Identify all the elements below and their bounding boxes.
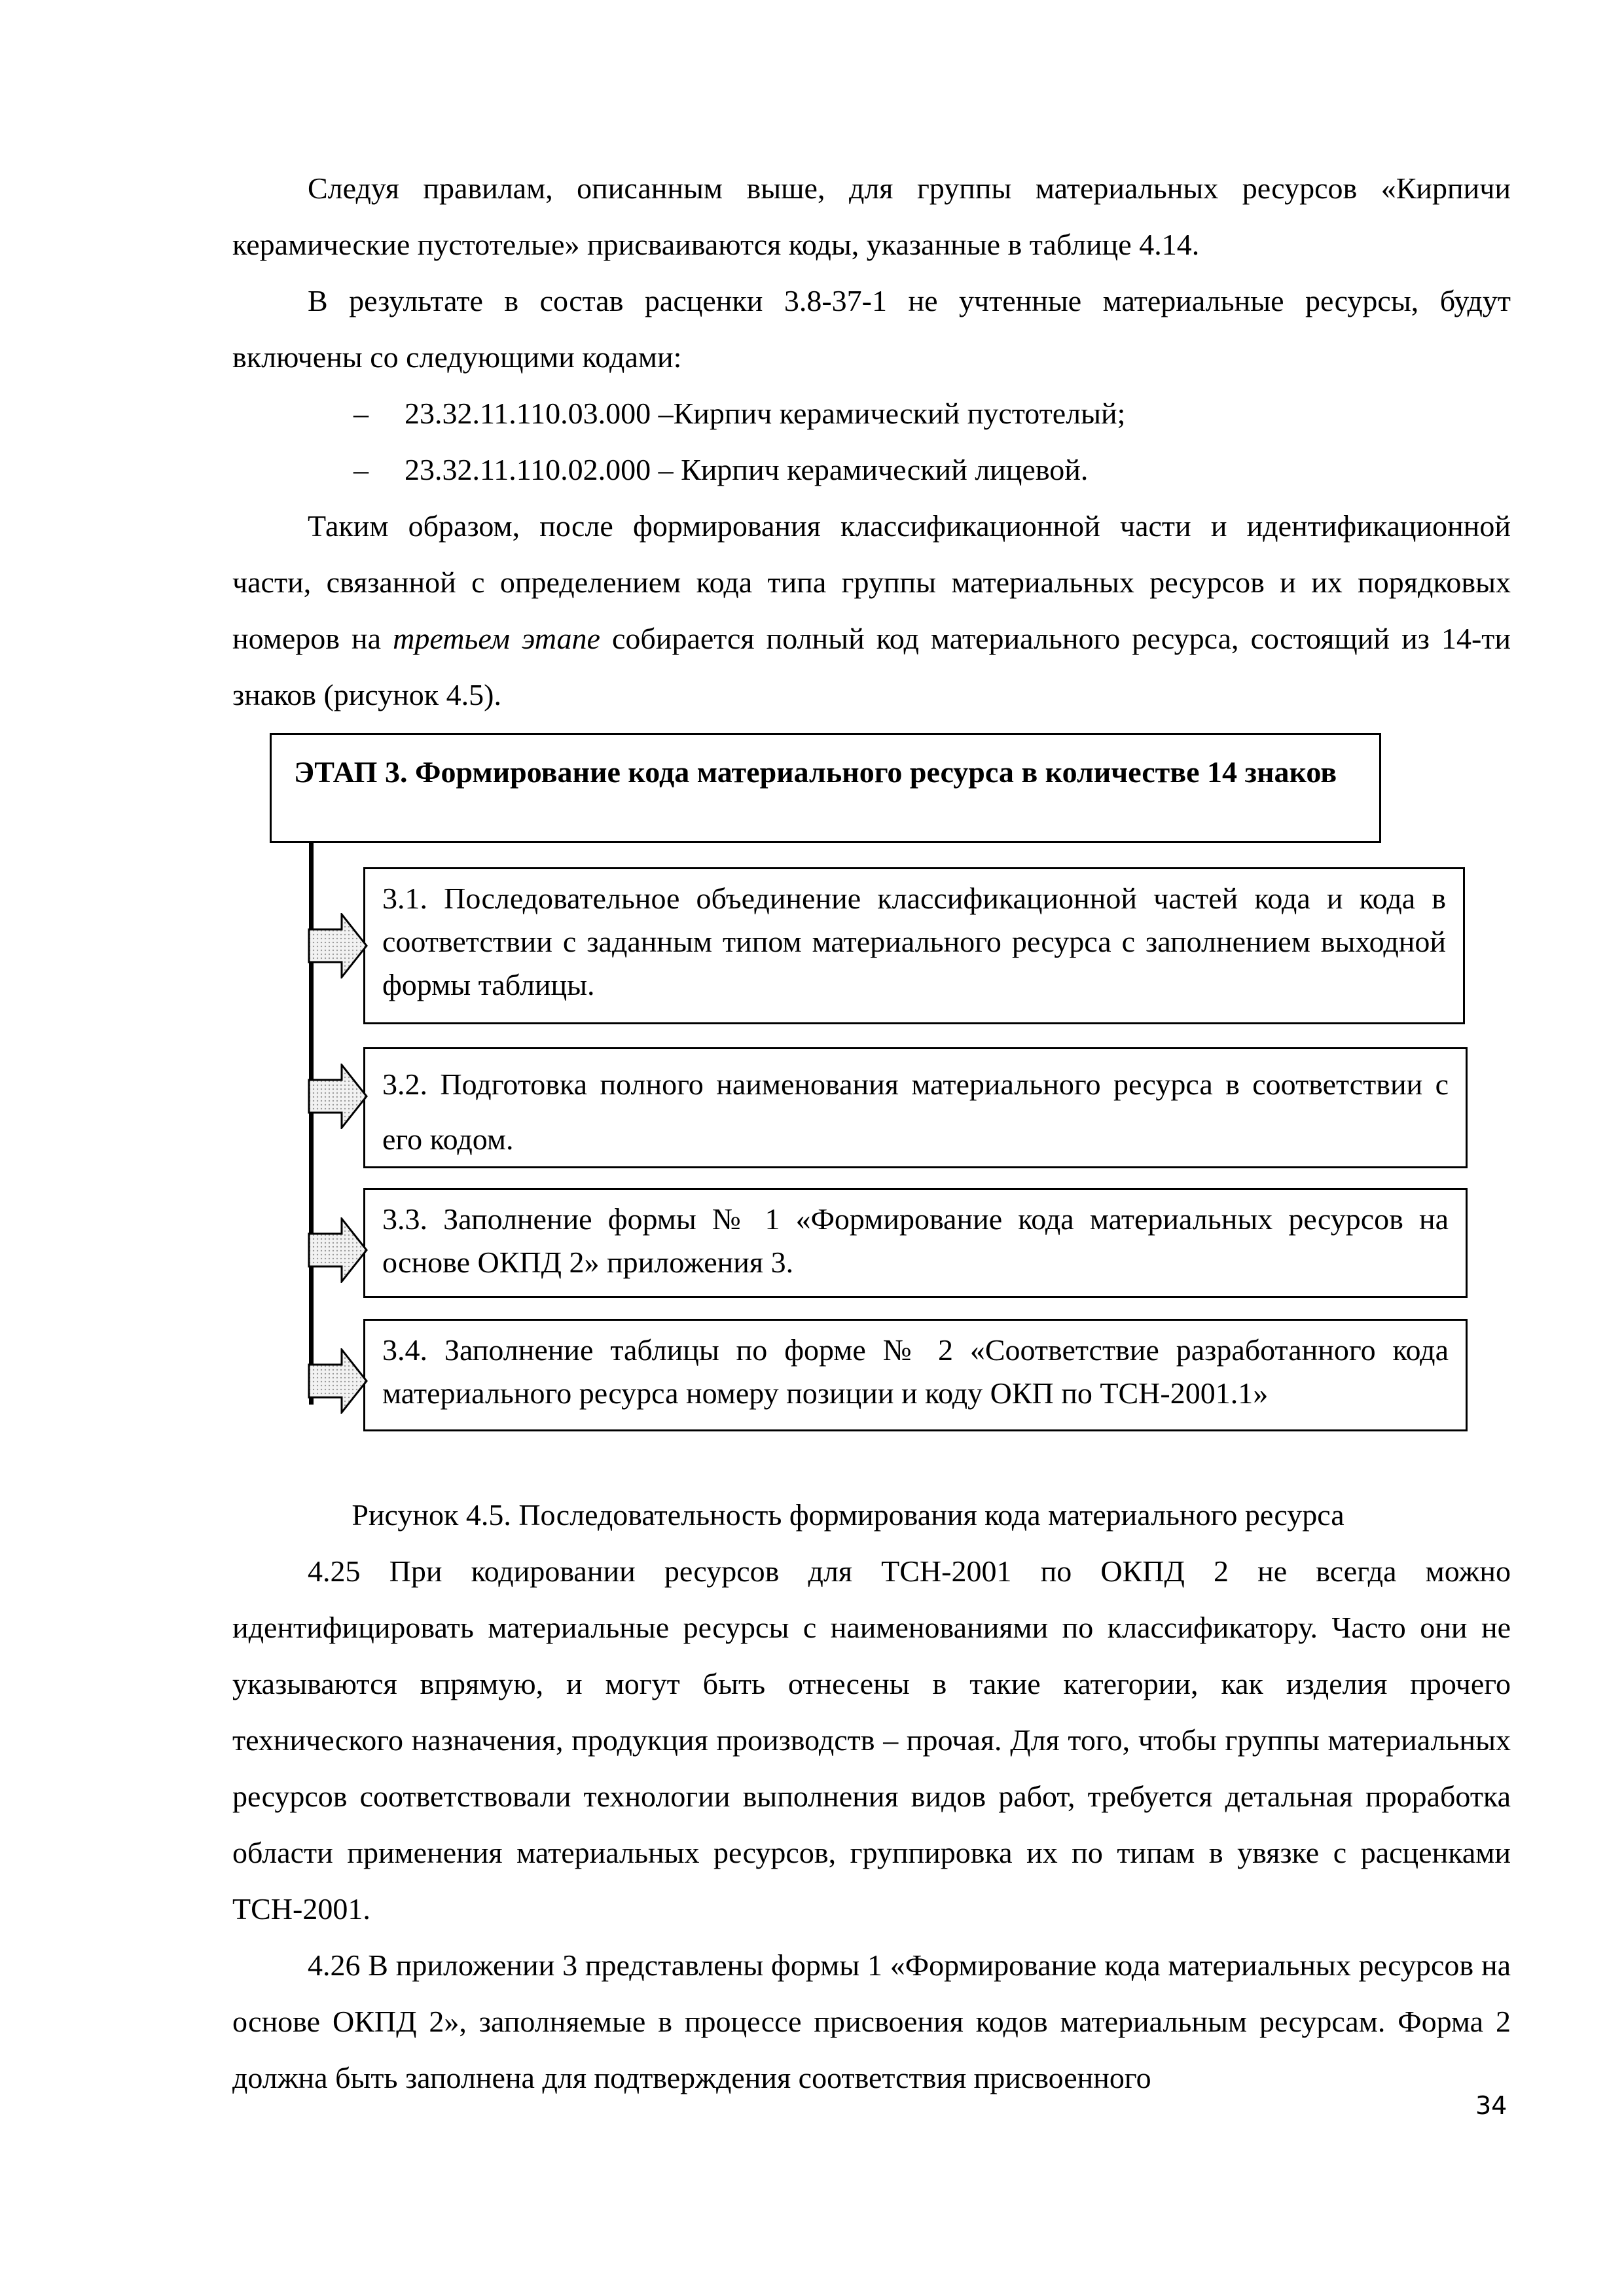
stage-title-box: ЭТАП 3. Формирование кода материального ресурса в количестве 14 знаков <box>270 733 1381 843</box>
step-box-3-2: 3.2. Подготовка полного наименования материального ресурса в соответствии с его кодом. <box>363 1047 1468 1168</box>
list-item-text: 23.32.11.110.02.000 – Кирпич керамический лицевой. <box>405 453 1089 486</box>
arrow-right-icon <box>308 1348 368 1414</box>
paragraph-third-stage <box>232 498 1511 723</box>
paragraph-text: собирается полный код материального ресурса, состоящий из 14-ти знаков (рисунок 4.5). <box>232 622 1511 711</box>
list-dash: – <box>353 453 369 486</box>
list-dash: – <box>353 397 369 430</box>
list-item <box>353 386 1125 442</box>
paragraph-4-25: 4.25 При кодировании ресурсов для ТСН-2001 по ОКПД 2 не всегда можно идентифицировать материальные ресурсы с наименованиями по классификатору. Часто они не указываются впрямую, и могут быть отнесены в такие категории, как изделия прочего технического назначения, продукция производств – прочая. Для того, чтобы группы материальных ресурсов соответствовали технологии выполнения видов работ, требуется детальная проработка области применения материальных ресурсов, группировка их по типам в увязке с расценками ТСН-2001. <box>232 1554 1511 1926</box>
arrow-right-icon <box>308 1217 368 1283</box>
page-number: 34 <box>1475 2091 1507 2120</box>
figure-caption: Рисунок 4.5. Последовательность формирования кода материального ресурса <box>352 1498 1344 1532</box>
step-box-3-3: 3.3. Заполнение формы № 1 «Формирование кода материальных ресурсов на основе ОКПД 2» приложения 3. <box>363 1188 1468 1298</box>
arrow-right-icon <box>308 1064 368 1129</box>
arrow-right-icon <box>308 913 368 978</box>
list-item <box>353 442 1088 498</box>
paragraph-text: Таким образом, после формирования классификационной части и идентификационной части, связанной с определением кода типа группы материальных ресурсов и их порядковых номеров на <box>232 509 1511 655</box>
emphasis-text: третьем этапе <box>393 622 600 655</box>
list-item-text: 23.32.11.110.03.000 –Кирпич керамический пустотелый; <box>405 397 1126 430</box>
paragraph-4-26: 4.26 В приложении 3 представлены формы 1 «Формирование кода материальных ресурсов на основе ОКПД 2», заполняемые в процессе присвоения кодов материальным ресурсам. Форма 2 должна быть заполнена для подтверждения соответствия присвоенного <box>232 1948 1511 2094</box>
paragraph-codes-intro: Следуя правилам, описанным выше, для группы материальных ресурсов «Кирпичи керамические пустотелые» присваиваются коды, указанные в таблице 4.14. <box>232 171 1511 261</box>
paragraph-result: В результате в состав расценки 3.8-37-1 не учтенные материальные ресурсы, будут включены со следующими кодами: <box>232 284 1511 374</box>
step-box-3-4: 3.4. Заполнение таблицы по форме № 2 «Соответствие разработанного кода материального ресурса номеру позиции и коду ОКП по ТСН-2001.1» <box>363 1319 1468 1431</box>
step-box-3-1: 3.1. Последовательное объединение классификационной частей кода и кода в соответствии с заданным типом материального ресурса с заполнением выходной формы таблицы. <box>363 867 1465 1024</box>
